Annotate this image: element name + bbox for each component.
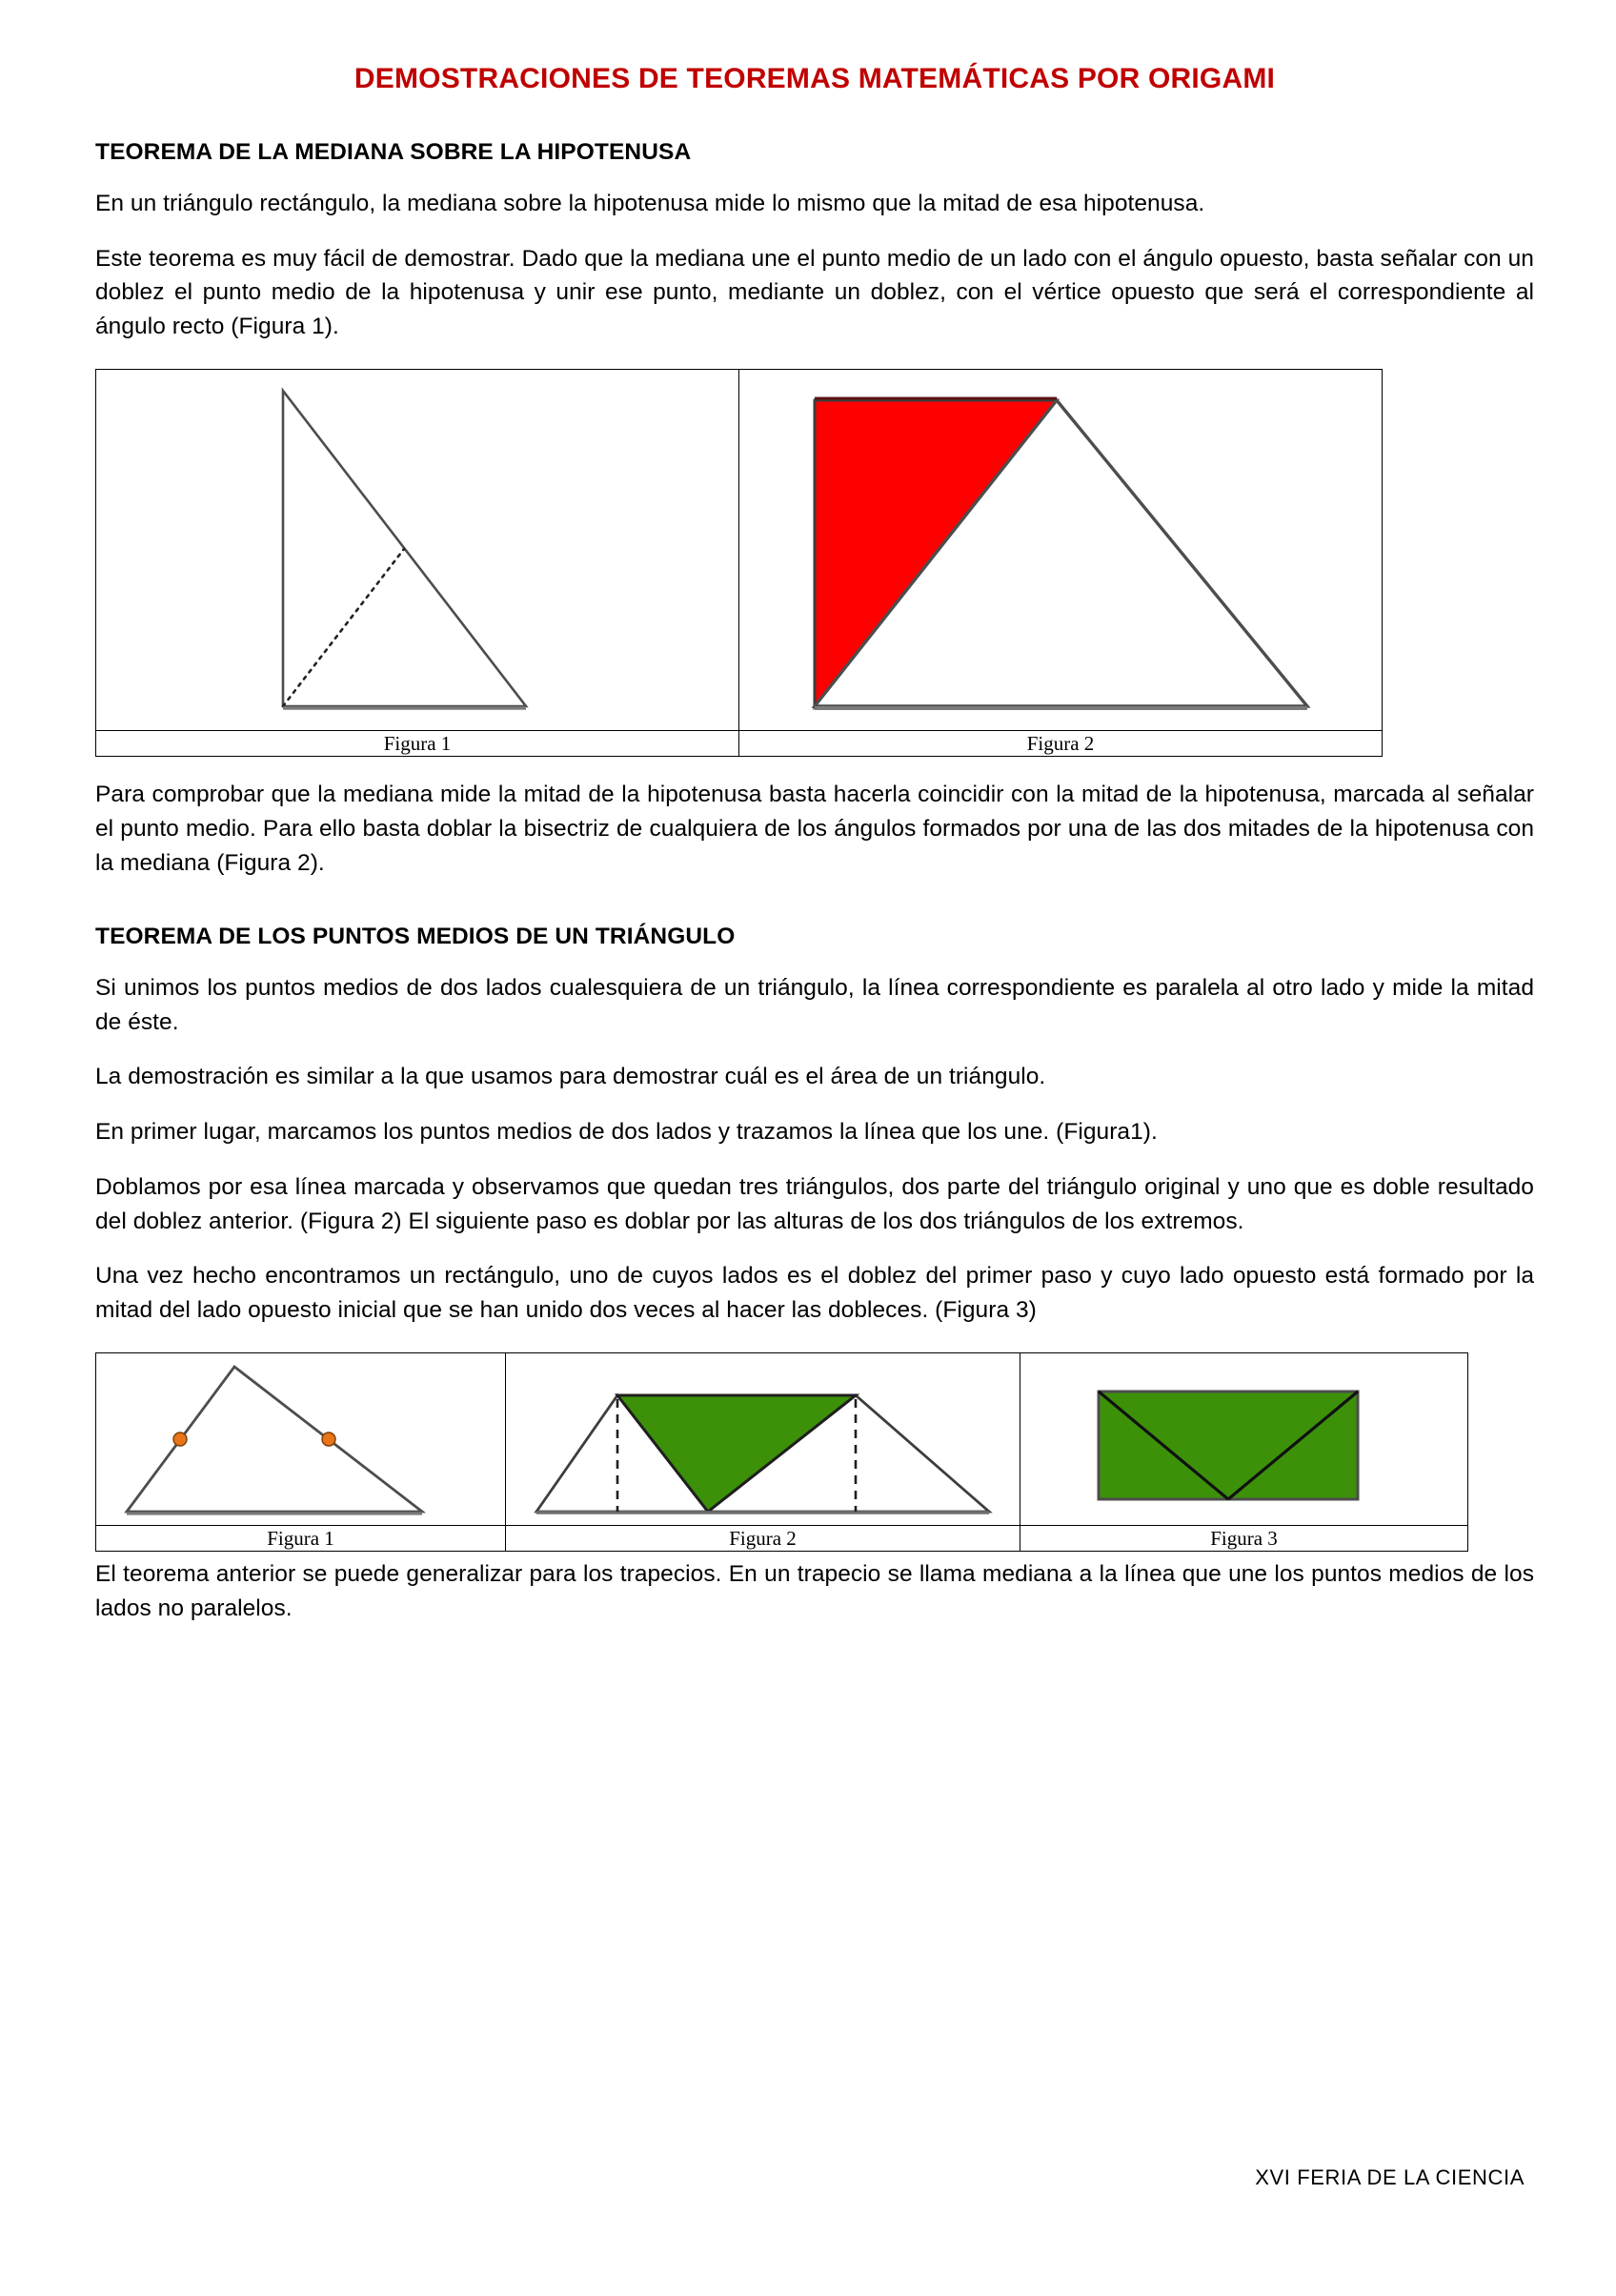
figure-caption-bottom-3: Figura 3 (1020, 1526, 1468, 1552)
section2-paragraph-5: Una vez hecho encontramos un rectángulo, uno de cuyos lados es el doblez del primer paso y cuyo lado opuesto está formado por la mitad del lado opuesto inicial que se han unido dos veces al hacer las dobleces. (Figura 3) (95, 1263, 1534, 1324)
page-title: DEMOSTRACIONES DE TEOREMAS MATEMÁTICAS POR ORIGAMI (354, 63, 1276, 94)
figure-cell-bottom-3 (1020, 1353, 1468, 1526)
section-heading-mediana-hipotenusa: TEOREMA DE LA MEDIANA SOBRE LA HIPOTENUSA (95, 138, 692, 165)
section1-paragraph-2: Este teorema es muy fácil de demostrar. Dado que la mediana une el punto medio de un lado con el ángulo opuesto, basta señalar con un doblez el punto medio de la hipotenusa y unir ese punto, mediante un doblez, con el vértice opuesto que será el correspondiente al ángulo recto (Figura 1). (95, 245, 1534, 340)
section1-paragraph-1: En un triángulo rectángulo, la mediana sobre la hipotenusa mide lo mismo que la mitad de esa hipotenusa. (95, 190, 1205, 216)
section2-closing-paragraph: El teorema anterior se puede generalizar para los trapecios. En un trapecio se llama mediana a la línea que une los puntos medios de los lados no paralelos. (95, 1561, 1534, 1622)
green-rectangle-shape (1099, 1392, 1358, 1499)
figure-table-top (95, 369, 1383, 757)
figure-triangle-red-flap (740, 370, 1381, 730)
midpoint-dot-left (173, 1432, 187, 1446)
figure-cell-top-1 (96, 369, 739, 730)
midpoints-triangle-shape (127, 1367, 422, 1512)
section2-paragraph-2: La demostración es similar a la que usamos para demostrar cuál es el área de un triángulo. (95, 1064, 1046, 1090)
figure-row-captions (96, 730, 1383, 756)
figure-table-bottom (95, 1352, 1468, 1552)
midpoint-dot-right (322, 1432, 335, 1446)
section2-paragraph-1: Si unimos los puntos medios de dos lados cualesquiera de un triángulo, la línea correspondiente es paralela al otro lado y mide la mitad de éste. (95, 974, 1534, 1035)
section2-paragraph-4: Doblamos por esa línea marcada y observamos que quedan tres triángulos, dos parte del triángulo original y uno que es doble resultado del doblez anterior. (Figura 2) El siguiente paso es doblar por las alturas de los dos triángulos de los extremos. (95, 1173, 1534, 1234)
figure-caption-bottom-2: Figura 2 (506, 1526, 1020, 1552)
figure-cell-top-2 (739, 369, 1383, 730)
figure-caption-top-2: Figura 2 (739, 730, 1383, 756)
figure-folded-triangles-green (508, 1353, 1019, 1525)
figure-row-captions-bottom (96, 1526, 1468, 1552)
figure-caption-bottom-1: Figura 1 (96, 1526, 506, 1552)
section1-paragraph-3: Para comprobar que la mediana mide la mitad de la hipotenusa basta hacerla coincidir con la mitad de la hipotenusa, marcada al señalar el punto medio. Para ello basta doblar la bisectriz de cualquiera de los ángulos formados por una de las dos mitades de la hipotenusa con la mediana (Figura 2). (95, 782, 1534, 876)
figure-row-images (96, 369, 1383, 730)
figure-caption-top-1: Figura 1 (96, 730, 739, 756)
page-footer: XVI FERIA DE LA CIENCIA (1255, 2165, 1525, 2189)
figure-green-rectangle-v-folds (1022, 1353, 1466, 1525)
figure-triangle-midpoints (98, 1353, 504, 1525)
section2-paragraph-3: En primer lugar, marcamos los puntos medios de dos lados y trazamos la línea que los une. (Figura1). (95, 1119, 1158, 1146)
section-heading-puntos-medios: TEOREMA DE LOS PUNTOS MEDIOS DE UN TRIÁNGULO (95, 923, 736, 949)
figure-right-triangle-dotted-median (97, 370, 737, 730)
figure-cell-bottom-1 (96, 1353, 506, 1526)
document-content (95, 0, 1534, 1626)
figure-row-images-bottom (96, 1353, 1468, 1526)
figure-cell-bottom-2 (506, 1353, 1020, 1526)
